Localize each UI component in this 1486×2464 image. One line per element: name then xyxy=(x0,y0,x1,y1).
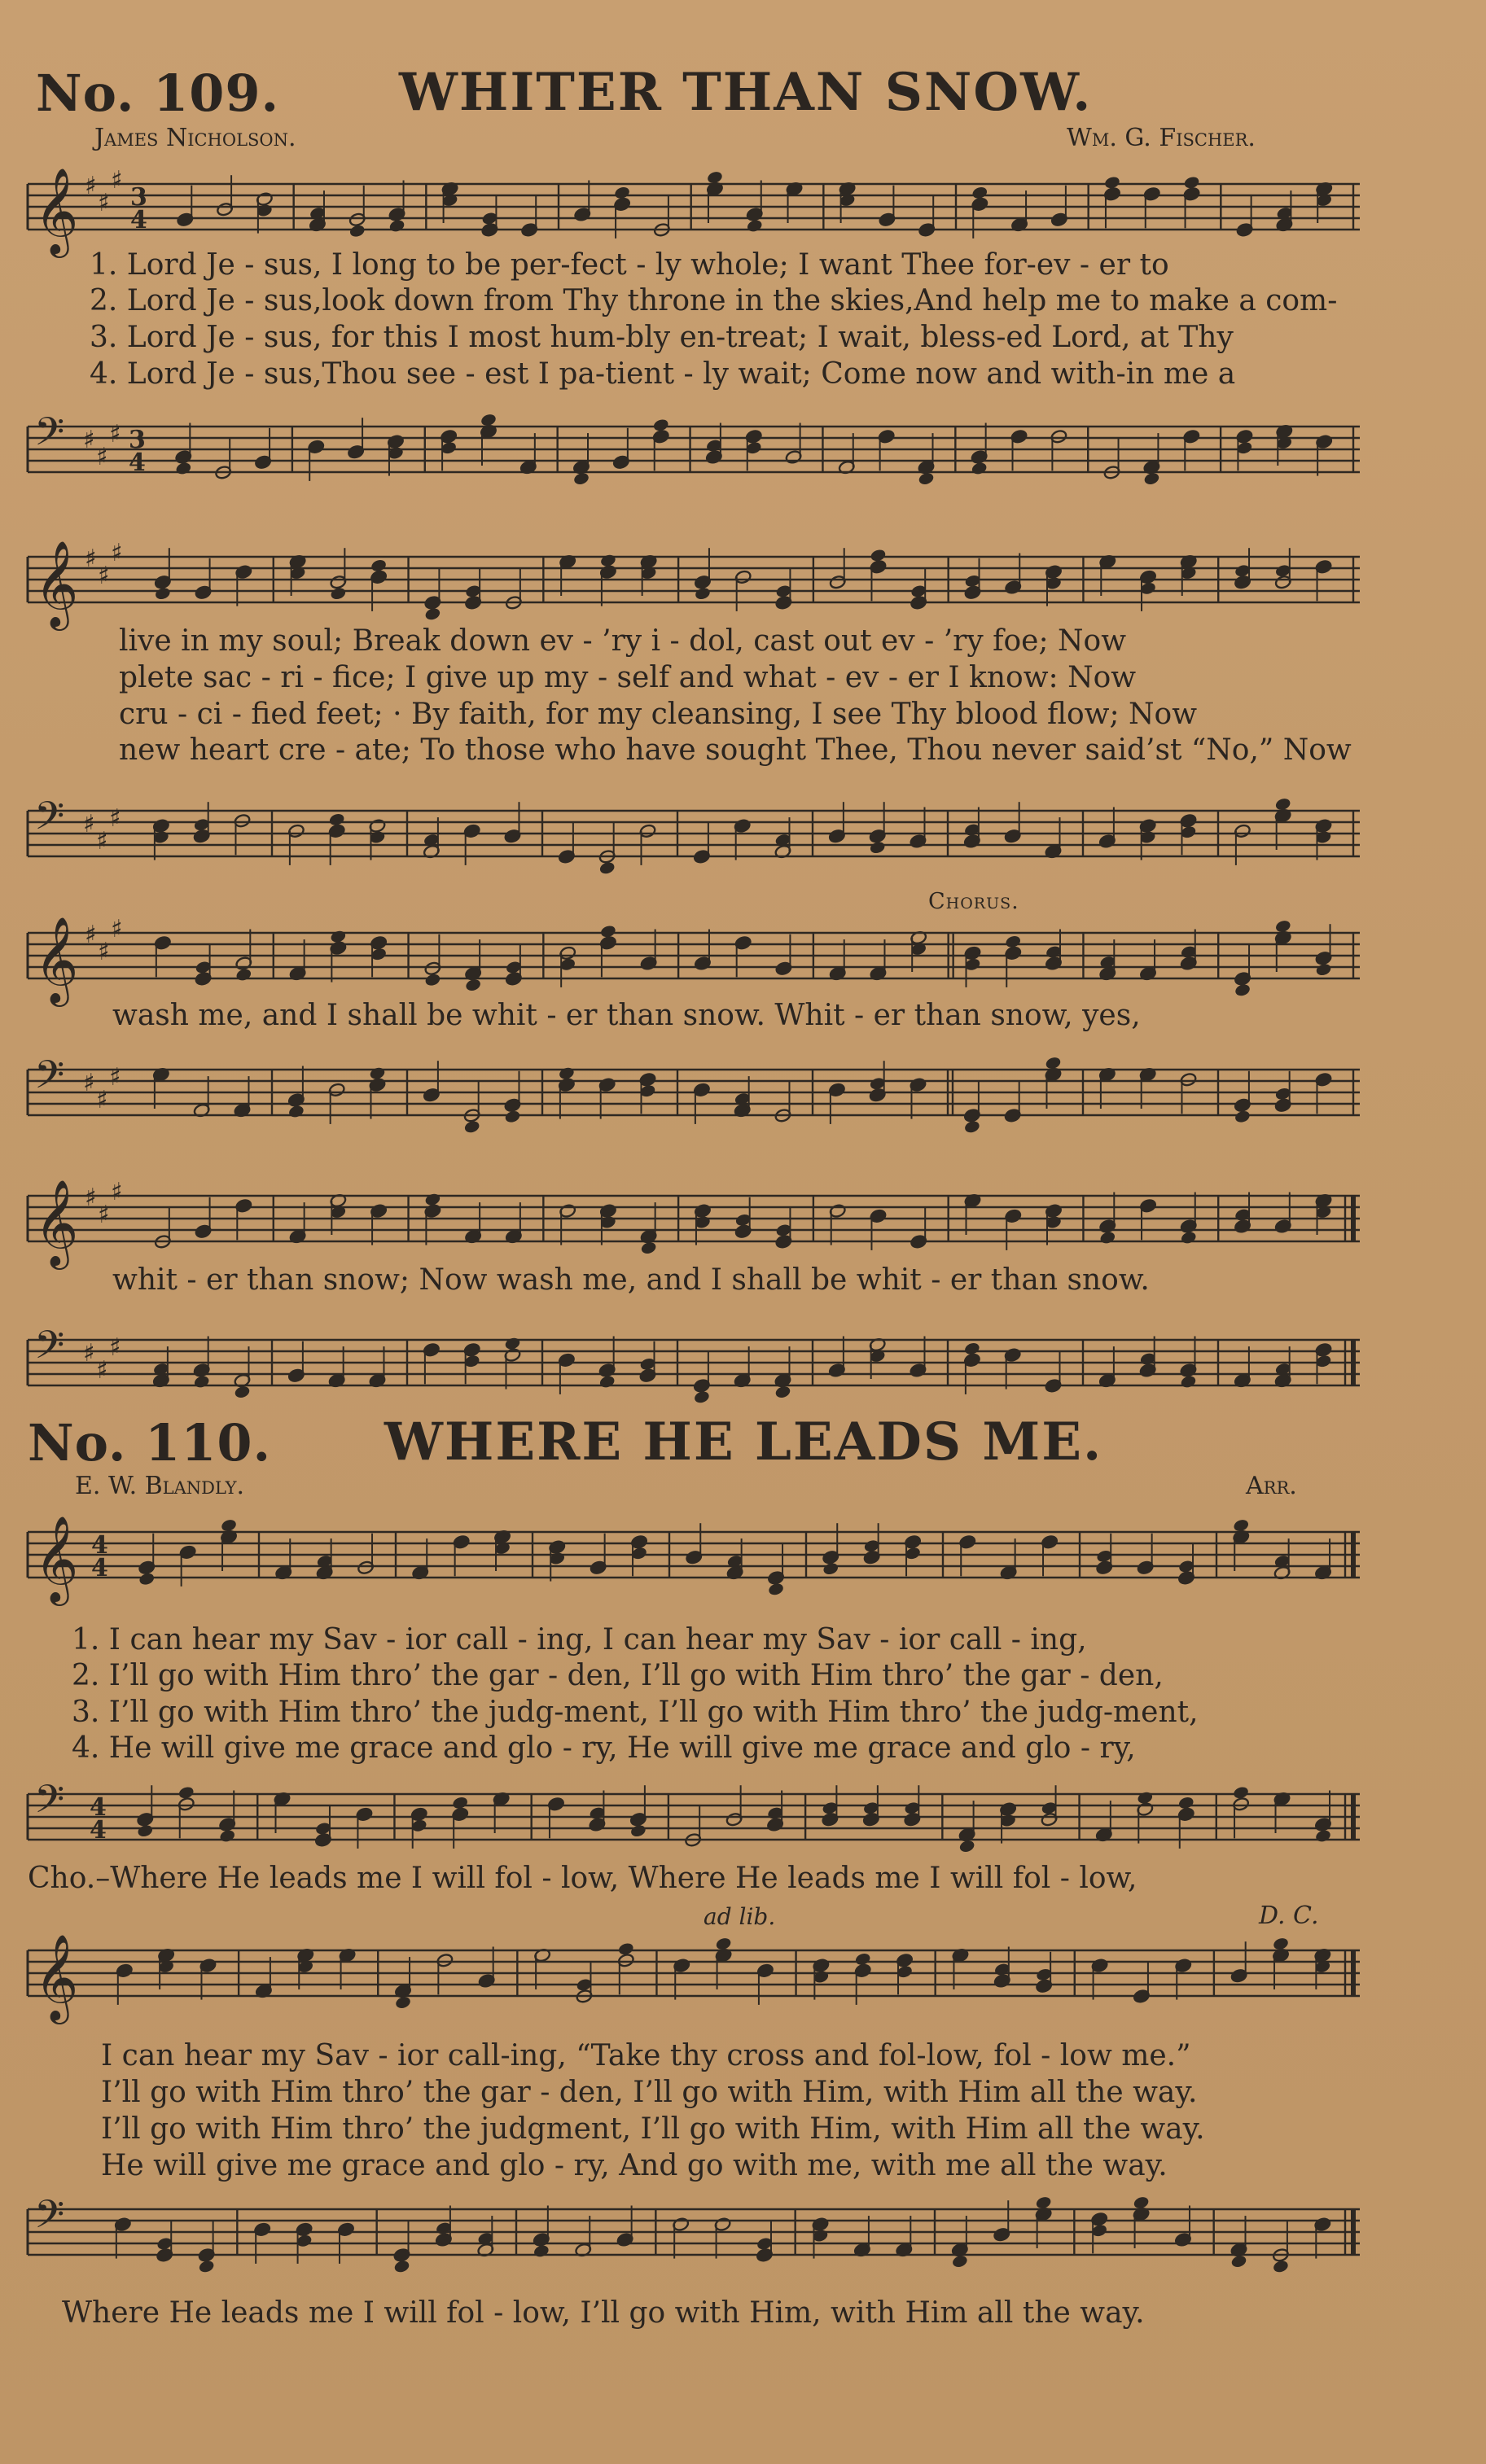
hymn-110-arranger: Arr. xyxy=(1246,1472,1297,1500)
lyric-line: 2. Lord Je - sus,look down from Thy throne in the skies,And help me to make a com- xyxy=(90,284,1338,317)
staff-bass xyxy=(18,1322,1363,1398)
staff-treble xyxy=(18,915,1363,1003)
svg-text:𝄞: 𝄞 xyxy=(34,540,79,627)
svg-text:♯: ♯ xyxy=(96,443,108,471)
svg-text:4: 4 xyxy=(130,206,147,234)
svg-text:♯: ♯ xyxy=(85,1184,97,1212)
svg-text:♯: ♯ xyxy=(98,1201,110,1229)
svg-text:♯: ♯ xyxy=(83,426,95,454)
svg-text:♯: ♯ xyxy=(96,1086,108,1114)
lyric-line: plete sac - ri - fice; I give up my - self and what - ev - er I know: Now xyxy=(119,661,1137,694)
svg-text:♯: ♯ xyxy=(109,1063,121,1092)
staff-bass xyxy=(18,409,1363,485)
svg-text:𝄞: 𝄞 xyxy=(34,167,79,254)
staff-treble xyxy=(18,1178,1363,1266)
staff-treble xyxy=(18,1933,1363,2020)
lyric-line: I’ll go with Him thro’ the gar - den, I’ll go with Him, with Him all the way. xyxy=(101,2076,1198,2109)
chorus-lyric-line: Cho.–Where He leads me I will fol - low, Where He leads me I will fol - low, xyxy=(28,1862,1138,1895)
svg-text:𝄢: 𝄢 xyxy=(34,793,65,848)
lyric-line: new heart cre - ate; To those who have sought Thee, Thou never said’st “No,” Now xyxy=(119,733,1352,767)
svg-text:4: 4 xyxy=(90,1816,107,1845)
svg-text:♯: ♯ xyxy=(111,166,123,195)
staff-treble xyxy=(18,539,1363,627)
hymn-109-composer: Wm. G. Fischer. xyxy=(1067,124,1256,152)
svg-text:♯: ♯ xyxy=(111,1178,123,1206)
ad-lib-marking: ad lib. xyxy=(704,1903,776,1930)
lyric-line: 3. I’ll go with Him thro’ the judg-ment, I’ll go with Him thro’ the judg-ment, xyxy=(72,1696,1199,1729)
svg-text:𝄢: 𝄢 xyxy=(34,2191,65,2247)
lyric-line: 1. I can hear my Sav - ior call - ing, I can hear my Sav - ior call - ing, xyxy=(72,1623,1087,1657)
hymn-110-title: WHERE HE LEADS ME. xyxy=(384,1411,1103,1473)
svg-text:3: 3 xyxy=(129,426,146,454)
staff-bass xyxy=(18,1776,1363,1853)
lyric-line: He will give me grace and glo - ry, And go with me, with me all the way. xyxy=(101,2149,1168,2182)
svg-text:4: 4 xyxy=(129,449,146,477)
svg-text:𝄢: 𝄢 xyxy=(34,1052,65,1107)
svg-text:♯: ♯ xyxy=(109,804,121,833)
svg-text:𝄢: 𝄢 xyxy=(34,409,65,464)
svg-text:4: 4 xyxy=(90,1793,107,1822)
lyric-line: I can hear my Sav - ior call-ing, “Take thy cross and fol-low, fol - low me.” xyxy=(101,2039,1191,2072)
hymn-109-author: James Nicholson. xyxy=(94,124,296,152)
svg-text:𝄢: 𝄢 xyxy=(34,1776,65,1832)
svg-text:♯: ♯ xyxy=(96,1356,108,1385)
lyric-line: 3. Lord Je - sus, for this I most hum-bly en-treat; I wait, bless-ed Lord, at Thy xyxy=(90,321,1234,354)
staff-treble xyxy=(18,166,1363,254)
svg-text:𝄞: 𝄞 xyxy=(34,916,79,1003)
hymn-109-title: WHITER THAN SNOW. xyxy=(399,62,1093,123)
svg-text:♯: ♯ xyxy=(83,1339,95,1368)
lyric-line: whit - er than snow; Now wash me, and I shall be whit - er than snow. xyxy=(112,1263,1150,1297)
chorus-label: Chorus. xyxy=(928,889,1019,914)
svg-text:♯: ♯ xyxy=(111,915,123,943)
lyric-line: live in my soul; Break down ev - ’ry i - dol, cast out ev - ’ry foe; Now xyxy=(119,624,1127,658)
staff-treble xyxy=(18,1515,1363,1602)
staff-bass xyxy=(18,793,1363,869)
lyric-line: 1. Lord Je - sus, I long to be per-fect - ly whole; I want Thee for-ev - er to xyxy=(90,248,1169,282)
lyric-line: 2. I’ll go with Him thro’ the gar - den, I’ll go with Him thro’ the gar - den, xyxy=(72,1659,1164,1692)
svg-text:𝄞: 𝄞 xyxy=(34,1933,79,2020)
lyric-line: I’ll go with Him thro’ the judgment, I’ll go with Him, with Him all the way. xyxy=(101,2112,1205,2146)
svg-text:♯: ♯ xyxy=(98,189,110,217)
svg-text:♯: ♯ xyxy=(111,539,123,567)
lyric-line: wash me, and I shall be whit - er than snow. Whit - er than snow, yes, xyxy=(112,999,1141,1032)
svg-text:♯: ♯ xyxy=(96,827,108,856)
svg-text:♯: ♯ xyxy=(98,562,110,590)
lyric-line: 4. Lord Je - sus,Thou see - est I pa-tient - ly wait; Come now and with-in me a xyxy=(90,357,1236,391)
svg-text:𝄢: 𝄢 xyxy=(34,1322,65,1377)
svg-text:♯: ♯ xyxy=(85,545,97,573)
hymn-110-number: No. 110. xyxy=(28,1413,272,1473)
svg-text:♯: ♯ xyxy=(109,1333,121,1362)
staff-bass xyxy=(18,2191,1363,2268)
staff-bass xyxy=(18,1052,1363,1128)
svg-text:♯: ♯ xyxy=(85,921,97,949)
svg-text:♯: ♯ xyxy=(83,1069,95,1097)
svg-text:♯: ♯ xyxy=(85,172,97,200)
lyric-line: cru - ci - fied feet; · By faith, for my cleansing, I see Thy blood flow; Now xyxy=(119,698,1198,731)
svg-text:4: 4 xyxy=(91,1531,108,1560)
dc-marking: D. C. xyxy=(1259,1902,1319,1930)
svg-text:3: 3 xyxy=(130,183,147,212)
lyric-line: 4. He will give me grace and glo - ry, He will give me grace and glo - ry, xyxy=(72,1731,1136,1765)
svg-text:𝄞: 𝄞 xyxy=(34,1515,79,1602)
hymn-109-number: No. 109. xyxy=(36,63,280,123)
svg-text:♯: ♯ xyxy=(83,810,95,838)
final-lyric-line: Where He leads me I will fol - low, I’ll go with Him, with Him all the way. xyxy=(62,2296,1145,2330)
hymn-110-author: E. W. Blandly. xyxy=(75,1472,245,1500)
svg-text:𝄞: 𝄞 xyxy=(34,1179,79,1266)
svg-text:♯: ♯ xyxy=(109,420,121,449)
svg-text:♯: ♯ xyxy=(98,938,110,966)
svg-text:4: 4 xyxy=(91,1554,108,1582)
